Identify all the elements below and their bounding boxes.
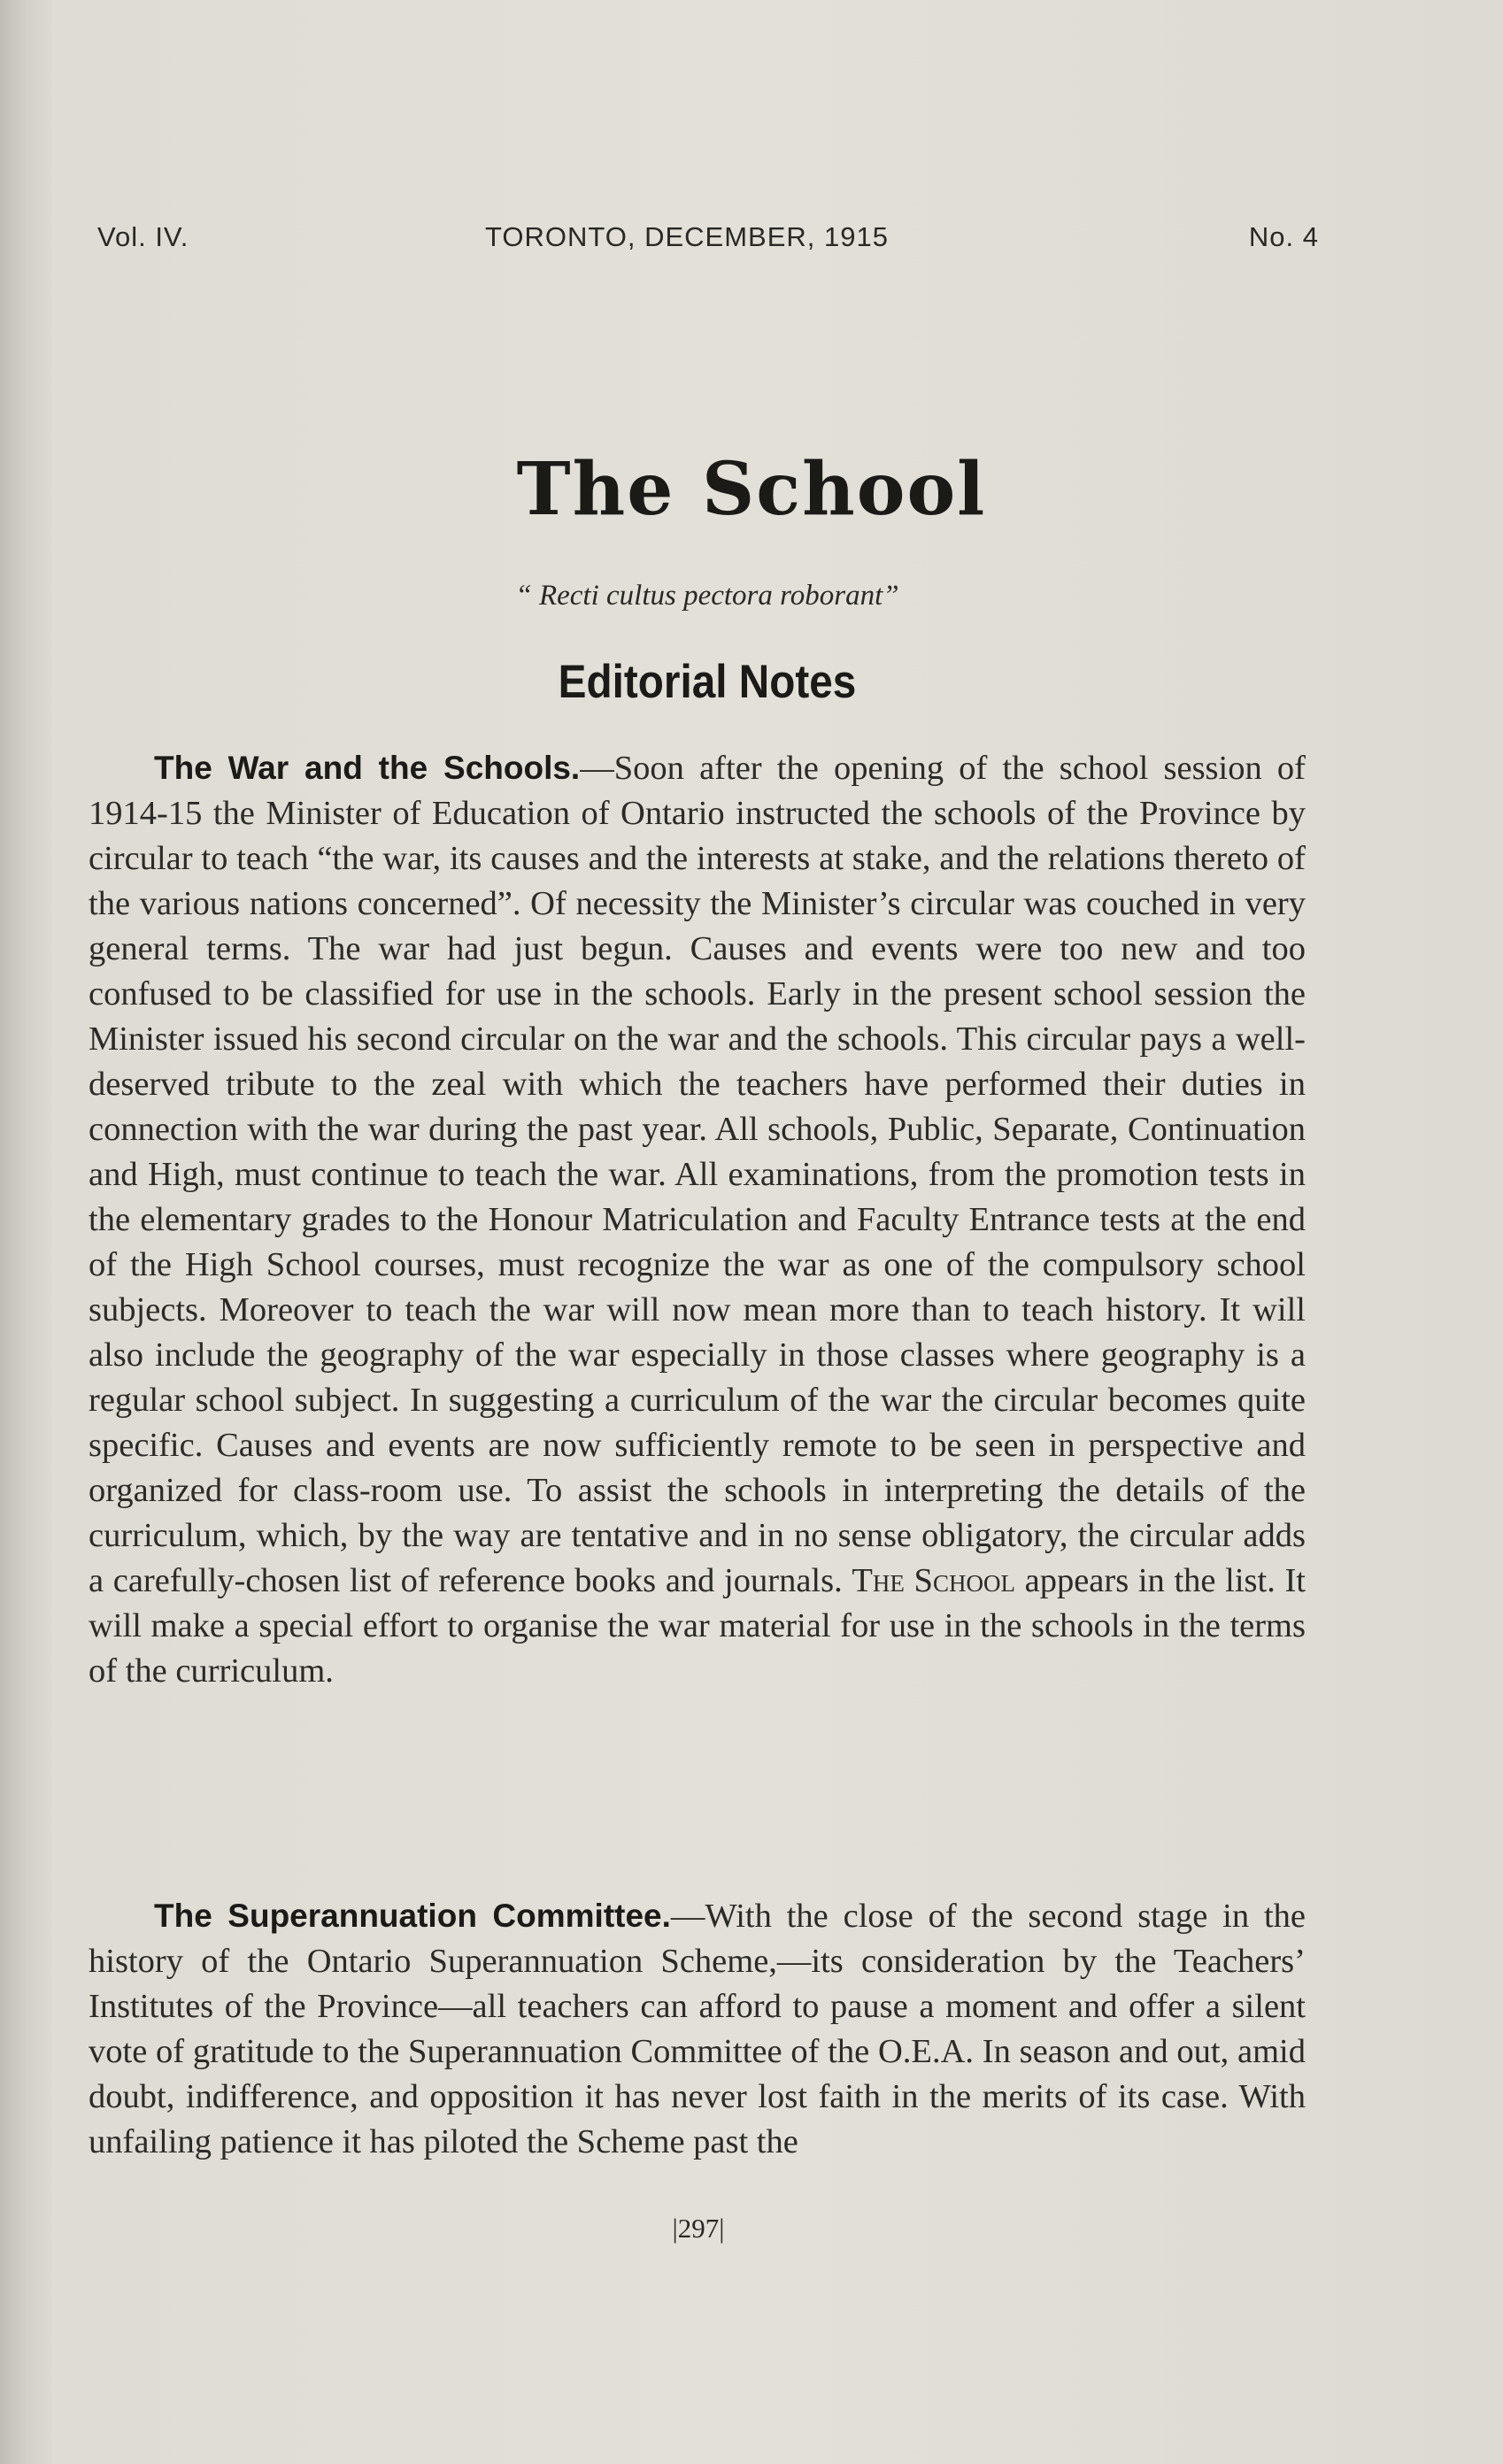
article-heading: The War and the Schools. <box>154 750 581 786</box>
section-title: Editorial Notes <box>558 656 857 708</box>
journal-name-smallcaps: The School <box>852 1562 1015 1599</box>
journal-motto: “ Recti cultus pectora roborant” <box>515 580 899 612</box>
article-war-and-schools <box>89 745 1306 1694</box>
journal-masthead: The School <box>516 447 987 532</box>
article-text: —With the close of the second stage in the history of the Ontario Superannuation Scheme,—its consideration by the Teachers’ Institutes of the Province—all teachers can afford to pause a moment and offer a silent vote of gratitude to the Superannuation Committee of the O.E.A. In season and out, amid doubt, indifference, and opposition it has never lost faith in the merits of its case. With unfailing patience it has piloted the Scheme past the <box>89 1898 1306 2160</box>
running-header <box>97 221 1319 257</box>
article-text-continued: appears in the list. It will make a special effort to organise the war material for use in the schools in the terms of the curriculum. <box>89 1562 1306 1690</box>
page-number: |297| <box>672 2213 725 2244</box>
article-heading: The Superannuation Committee. <box>154 1898 671 1934</box>
volume-number: Vol. IV. <box>97 221 189 252</box>
issue-number: No. 4 <box>1248 221 1319 252</box>
dateline: TORONTO, DECEMBER, 1915 <box>485 221 889 252</box>
article-text: —Soon after the opening of the school session of 1914-15 the Minister of Education of Ontario instructed the schools of the Province by circular to teach “the war, its causes and the interests at stake, and the relations thereto of the various nations concerned”. Of necessity the Minister’s circular was couched in very general terms. The war had just begun. Causes and events were too new and too confused to be classified for use in the schools. Early in the present school session the Minister issued his second circular on the war and the schools. This circular pays a well-deserved tribute to the zeal with which the teachers have performed their duties in connection with the war during the past year. All schools, Public, Separate, Continuation and High, must continue to teach the war. All examinations, from the promotion tests in the elementary grades to the Honour Matriculation and Faculty Entrance tests at the end of the High School courses, must recognize the war as one of the compulsory school subjects. Moreover to teach the war will now mean more than to teach history. It will also include the geography of the war especially in those classes where geography is a regular school subject. In suggesting a curriculum of the war the circular becomes quite specific. Causes and events are now sufficiently remote to be seen in perspective and organized for class-room use. To assist the schools in interpreting the details of the curriculum, which, by the way are tentative and in no sense obligatory, the circular adds a carefully-chosen list of reference books and journals. <box>89 750 1306 1599</box>
article-paragraph <box>89 1893 1306 2165</box>
article-superannuation-committee <box>89 1893 1306 2165</box>
article-paragraph <box>89 745 1306 1694</box>
binding-edge <box>0 0 51 2464</box>
